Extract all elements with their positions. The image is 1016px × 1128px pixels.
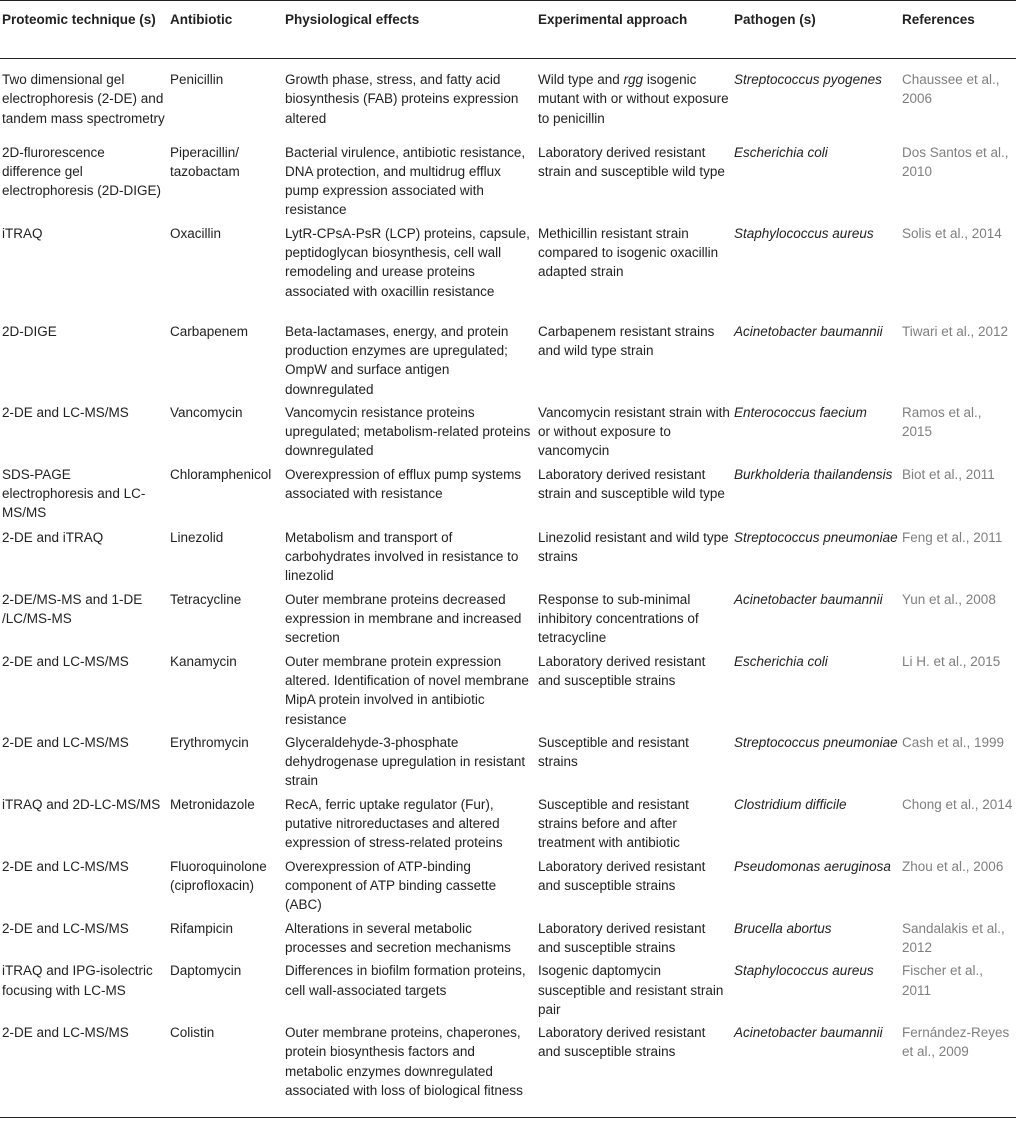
cell-effects: Vancomycin resistance proteins upregulated; metabolism-related proteins downregulated — [285, 404, 531, 459]
table-row — [0, 59, 1016, 139]
header-antibiotic: Antibiotic — [168, 1, 283, 59]
cell-technique: Two dimensional gel electrophoresis (2-DE) and tandem mass spectrometry — [2, 72, 165, 126]
cell-effects: Metabolism and transport of carbohydrates involved in resistance to linezolid — [285, 529, 519, 584]
cell-effects: Bacterial virulence, antibiotic resistance, DNA protection, and multidrug efflux pump expression associated with resistance — [285, 144, 526, 218]
cell-reference: Tiwari et al., 2012 — [902, 323, 1009, 339]
cell-approach: Isogenic daptomycin susceptible and resistant strain pair — [538, 963, 724, 1017]
cell-approach: Laboratory derived resistant and susceptible strains — [538, 858, 706, 894]
cell-effects: Overexpression of efflux pump systems associated with resistance — [285, 466, 522, 502]
cell-reference: Sandalakis et al., 2012 — [902, 920, 1005, 955]
cell-antibiotic: Tetracycline — [170, 591, 242, 607]
cell-pathogen: Streptococcus pneumoniae — [734, 734, 898, 750]
cell-pathogen: Staphylococcus aureus — [734, 225, 874, 241]
cell-approach: Laboratory derived resistant and susceptible strains — [538, 1025, 706, 1060]
cell-antibiotic: Daptomycin — [170, 963, 242, 979]
table-row — [0, 648, 1016, 729]
cell-effects: Outer membrane proteins, chaperones, protein biosynthesis factors and metabolic enzymes downregulated associated with loss of biological fitness — [285, 1025, 523, 1098]
cell-pathogen: Streptococcus pneumoniae — [734, 529, 898, 545]
cell-reference: Zhou et al., 2006 — [902, 858, 1004, 874]
cell-antibiotic: Piperacillin/ tazobactam — [170, 144, 240, 179]
table-header — [0, 1, 1016, 59]
table-row — [0, 524, 1016, 586]
cell-approach: Laboratory derived resistant and susceptible strains — [538, 920, 706, 955]
cell-antibiotic: Fluoroquinolone (ciprofloxacin) — [170, 858, 267, 894]
table-row — [0, 318, 1016, 399]
cell-antibiotic: Rifampicin — [170, 920, 234, 936]
cell-reference: Fischer et al., 2011 — [902, 963, 984, 998]
cell-reference: Dos Santos et al., 2010 — [902, 144, 1009, 179]
cell-approach: Susceptible and resistant strains — [538, 734, 689, 770]
cell-antibiotic: Colistin — [170, 1025, 215, 1041]
table-row — [0, 1019, 1016, 1117]
cell-technique: 2-DE and iTRAQ — [2, 529, 104, 545]
cell-antibiotic: Metronidazole — [170, 796, 255, 812]
header-references: References — [900, 1, 1016, 59]
cell-antibiotic: Oxacillin — [170, 225, 222, 241]
approach-text: isogenic mutant with or without exposure to penicillin — [538, 72, 729, 126]
cell-pathogen: Staphylococcus aureus — [734, 963, 874, 979]
table-row — [0, 957, 1016, 1019]
cell-effects: Growth phase, stress, and fatty acid biosynthesis (FAB) proteins expression altered — [285, 72, 519, 126]
cell-reference: Chong et al., 2014 — [902, 796, 1013, 812]
cell-reference: Feng et al., 2011 — [902, 529, 1003, 545]
cell-pathogen: Escherichia coli — [734, 653, 828, 669]
cell-reference: Cash et al., 1999 — [902, 734, 1005, 750]
cell-approach: Linezolid resistant and wild type strains — [538, 529, 729, 565]
approach-text: Wild type and — [538, 72, 624, 87]
cell-effects: Outer membrane protein expression altered. Identification of novel membrane MipA protein involved in antibiotic resistance — [285, 653, 529, 727]
cell-technique: 2D-DIGE — [2, 323, 57, 339]
cell-approach: Laboratory derived resistant strain and susceptible wild type — [538, 144, 725, 179]
cell-technique: 2-DE and LC-MS/MS — [2, 653, 129, 669]
cell-effects: Beta-lactamases, energy, and protein production enzymes are upregulated; OmpW and surface antigen downregulated — [285, 323, 509, 397]
header-row — [0, 1, 1016, 59]
table-row — [0, 399, 1016, 461]
cell-effects: Outer membrane proteins decreased expression in membrane and increased secretion — [285, 591, 522, 646]
cell-reference: Solis et al., 2014 — [902, 225, 1002, 241]
cell-antibiotic: Kanamycin — [170, 653, 237, 669]
cell-antibiotic: Chloramphenicol — [170, 466, 272, 482]
cell-effects: Glyceraldehyde-3-phosphate dehydrogenase upregulation in resistant strain — [285, 734, 526, 789]
cell-approach: Vancomycin resistant strain with or without exposure to vancomycin — [538, 404, 730, 459]
cell-effects: Overexpression of ATP-binding component of ATP binding cassette (ABC) — [285, 858, 497, 913]
cell-pathogen: Brucella abortus — [734, 920, 832, 936]
cell-technique: 2-DE and LC-MS/MS — [2, 404, 129, 420]
table-row — [0, 139, 1016, 220]
cell-technique: 2-DE and LC-MS/MS — [2, 734, 129, 750]
cell-technique: SDS-PAGE electrophoresis and LC-MS/MS — [2, 466, 146, 521]
cell-pathogen: Streptococcus pyogenes — [734, 72, 882, 87]
table-row — [0, 853, 1016, 915]
table-row — [0, 586, 1016, 648]
cell-pathogen: Acinetobacter baumannii — [734, 1025, 883, 1041]
cell-reference: Li H. et al., 2015 — [902, 653, 1001, 669]
cell-technique: iTRAQ and 2D-LC-MS/MS — [2, 796, 161, 812]
cell-pathogen: Burkholderia thailandensis — [734, 466, 893, 482]
cell-approach: Laboratory derived resistant strain and susceptible wild type — [538, 466, 725, 502]
header-pathogen: Pathogen (s) — [732, 1, 900, 59]
table-row — [0, 915, 1016, 958]
cell-technique: 2-DE and LC-MS/MS — [2, 858, 129, 874]
cell-pathogen: Acinetobacter baumannii — [734, 323, 883, 339]
table-row — [0, 220, 1016, 318]
gene-name: rgg — [623, 72, 644, 87]
cell-antibiotic: Penicillin — [170, 72, 224, 87]
table-row — [0, 791, 1016, 853]
cell-antibiotic: Erythromycin — [170, 734, 249, 750]
cell-technique: 2-DE/MS-MS and 1-DE /LC/MS-MS — [2, 591, 143, 627]
cell-reference: Fernández-Reyes et al., 2009 — [902, 1025, 1010, 1060]
table-body — [0, 59, 1016, 1118]
cell-pathogen: Escherichia coli — [734, 144, 828, 160]
table-row — [0, 461, 1016, 524]
cell-approach: Susceptible and resistant strains before and after treatment with antibiotic — [538, 796, 689, 851]
cell-approach — [536, 59, 732, 139]
header-technique: Proteomic technique (s) — [0, 1, 168, 59]
cell-technique: iTRAQ — [2, 225, 43, 241]
cell-approach: Carbapenem resistant strains and wild type strain — [538, 323, 715, 358]
cell-reference: Yun et al., 2008 — [902, 591, 996, 607]
cell-technique: 2-DE and LC-MS/MS — [2, 1025, 129, 1041]
cell-technique: 2-DE and LC-MS/MS — [2, 920, 129, 936]
cell-technique: 2D-flurorescence difference gel electrophoresis (2D-DIGE) — [2, 144, 162, 199]
header-approach: Experimental approach — [536, 1, 732, 59]
table-row — [0, 729, 1016, 791]
cell-approach: Methicillin resistant strain compared to isogenic oxacillin adapted strain — [538, 225, 719, 280]
cell-reference: Chaussee et al., 2006 — [902, 72, 1000, 107]
cell-pathogen: Acinetobacter baumannii — [734, 591, 883, 607]
cell-effects: Alterations in several metabolic processes and secretion mechanisms — [285, 920, 511, 955]
cell-pathogen: Pseudomonas aeruginosa — [734, 858, 891, 874]
cell-antibiotic: Carbapenem — [170, 323, 249, 339]
cell-approach: Laboratory derived resistant and susceptible strains — [538, 653, 706, 688]
cell-pathogen: Enterococcus faecium — [734, 404, 867, 420]
cell-effects: Differences in biofilm formation proteins, cell wall-associated targets — [285, 963, 526, 998]
cell-antibiotic: Linezolid — [170, 529, 224, 545]
cell-technique: iTRAQ and IPG-isolectric focusing with LC-MS — [2, 963, 153, 998]
cell-effects: LytR-CPsA-PsR (LCP) proteins, capsule, peptidoglycan biosynthesis, cell wall remodeling and urease proteins associated with oxacillin resistance — [285, 225, 530, 299]
cell-effects: RecA, ferric uptake regulator (Fur), putative nitroreductases and altered expression of stress-related proteins — [285, 796, 503, 851]
cell-pathogen: Clostridium difficile — [734, 796, 847, 812]
header-effects: Physiological effects — [283, 1, 536, 59]
cell-reference: Biot et al., 2011 — [902, 466, 995, 482]
cell-antibiotic: Vancomycin — [170, 404, 243, 420]
cell-reference: Ramos et al., 2015 — [902, 404, 982, 440]
cell-approach: Response to sub-minimal inhibitory concentrations of tetracycline — [538, 591, 699, 646]
